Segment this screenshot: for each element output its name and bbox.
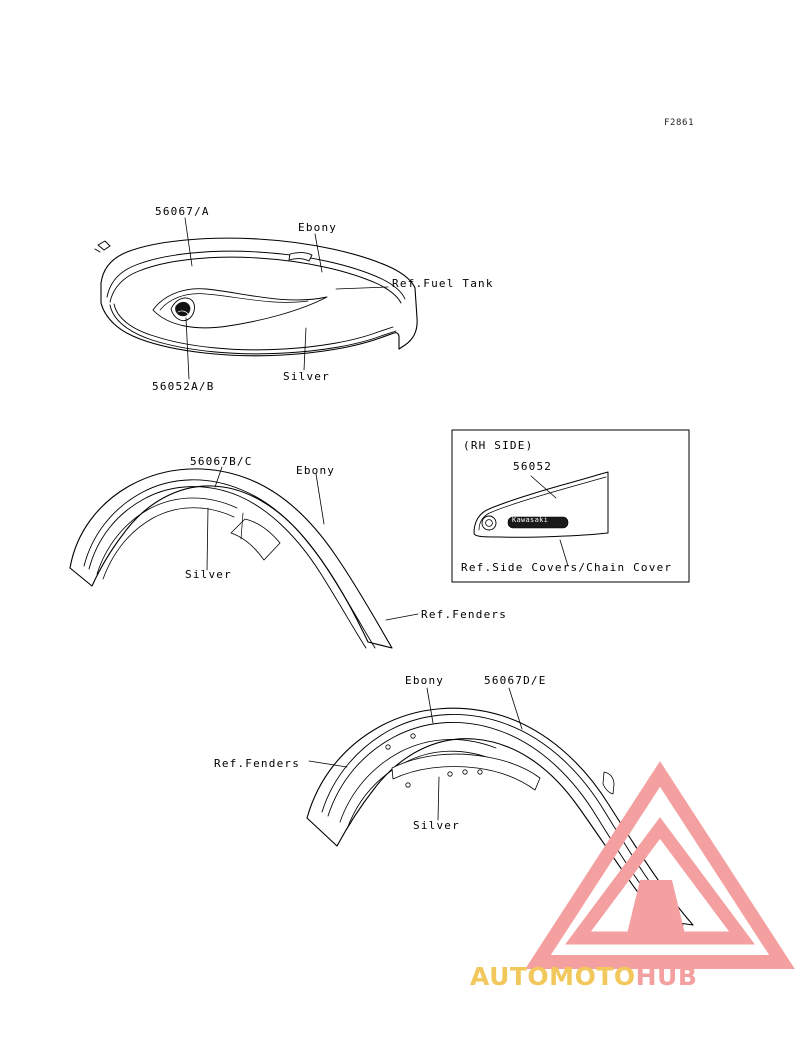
kawasaki-badge-text: Kawasaki — [512, 516, 549, 524]
rh-side-box — [452, 430, 689, 582]
label-part-56052AB: 56052A/B — [152, 380, 215, 393]
label-ebony-front-fender: Ebony — [296, 464, 336, 477]
watermark-text-part2: HUB — [635, 962, 698, 991]
label-silver-tank: Silver — [283, 370, 330, 383]
diagram-code: F2861 — [664, 118, 695, 128]
rear-fender-illustration — [307, 688, 693, 925]
label-part-56067DE: 56067D/E — [484, 674, 547, 687]
label-ebony-tank: Ebony — [298, 221, 338, 234]
watermark-text-part1: AUTOMOTO — [470, 962, 636, 991]
label-ref-side-covers-chain-cover: Ref.Side Covers/Chain Cover — [461, 561, 673, 574]
label-part-56067BC: 56067B/C — [190, 455, 253, 468]
front-fender-illustration — [70, 467, 418, 648]
label-ebony-rear-fender: Ebony — [405, 674, 445, 687]
label-part-56052: 56052 — [513, 460, 553, 473]
label-silver-rear-fender: Silver — [413, 819, 460, 832]
label-ref-fuel-tank: Ref.Fuel Tank — [392, 277, 494, 290]
fuel-tank-illustration — [95, 218, 417, 379]
label-part-56067A: 56067/A — [155, 205, 210, 218]
watermark-text — [470, 962, 697, 991]
label-silver-front-fender: Silver — [185, 568, 232, 581]
label-rh-side: (RH SIDE) — [463, 439, 534, 452]
label-ref-fenders-rear: Ref.Fenders — [214, 757, 301, 770]
label-ref-fenders-front: Ref.Fenders — [421, 608, 508, 621]
